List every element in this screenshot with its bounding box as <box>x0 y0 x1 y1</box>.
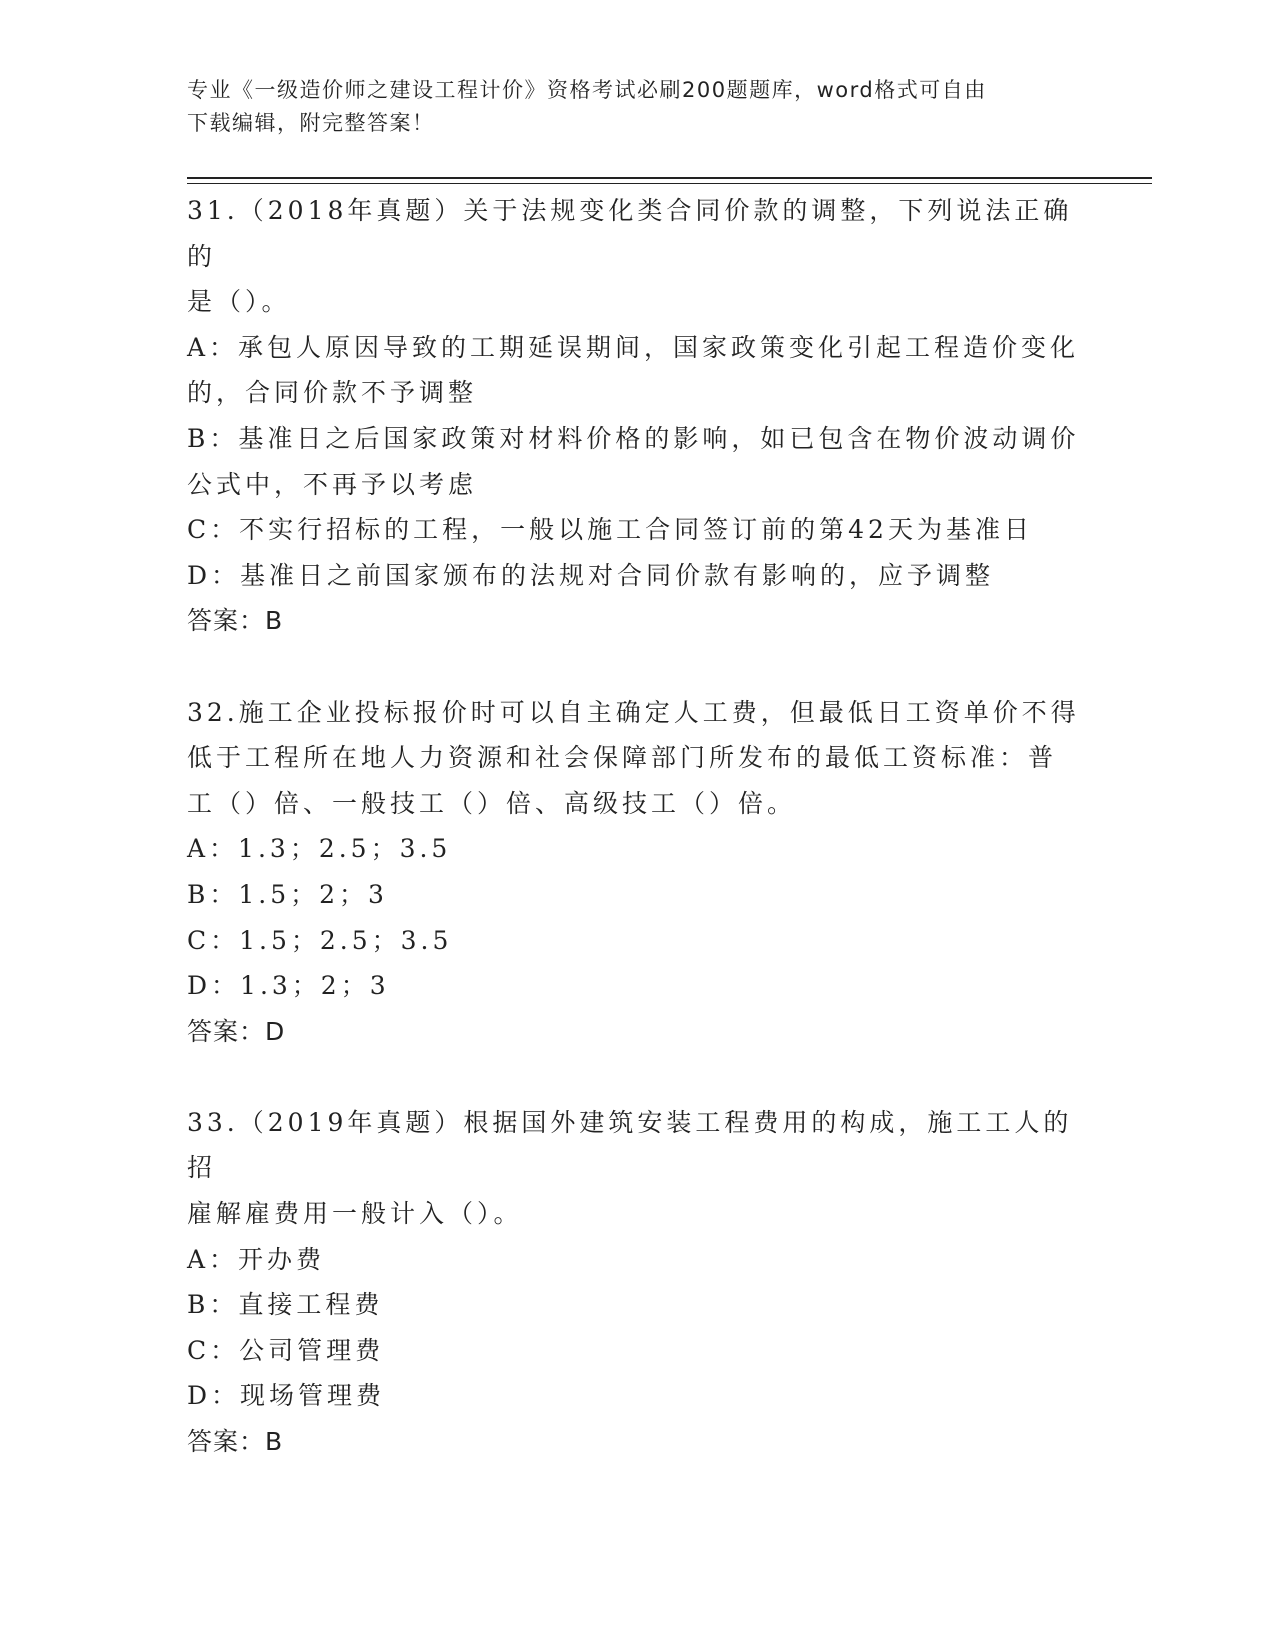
answer-line: 答案：D <box>187 1016 286 1046</box>
option-a-line: A：开办费 <box>187 1244 326 1274</box>
option-b-line: B：1.5；2；3 <box>187 879 388 909</box>
question-stem-line: 33.（2019年真题）根据国外建筑安装工程费用的构成，施工工人的招 <box>187 1107 1073 1183</box>
answer-line: 答案：B <box>187 1427 284 1457</box>
option-a-line: A：1.3；2.5；3.5 <box>187 834 452 864</box>
option-d-line: D：现场管理费 <box>187 1381 386 1411</box>
question-list <box>187 188 1087 1465</box>
question-31 <box>187 188 1087 644</box>
option-c-line: C：1.5；2.5；3.5 <box>187 925 453 955</box>
option-c-line: C：公司管理费 <box>187 1335 385 1365</box>
option-a-line: A：承包人原因导致的工期延误期间，国家政策变化引起工程造价变化 <box>187 332 1080 362</box>
option-b-line: B：基准日之后国家政策对材料价格的影响，如已包含在物价波动调价 <box>187 423 1080 453</box>
answer-line: 答案：B <box>187 606 284 636</box>
header-line-2: 下载编辑，附完整答案！ <box>187 111 435 135</box>
header-divider-thick <box>187 177 1152 179</box>
option-a-line: 的，合同价款不予调整 <box>187 378 478 408</box>
question-stem-line: 工（）倍、一般技工（）倍、高级技工（）倍。 <box>187 788 797 818</box>
header-line-1: 专业《一级造价师之建设工程计价》资格考试必刷200题题库，word格式可自由 <box>187 78 987 102</box>
question-32 <box>187 690 1087 1055</box>
document-header <box>187 74 1067 140</box>
question-spacer <box>187 644 1087 690</box>
option-d-line: D：1.3；2；3 <box>187 971 390 1001</box>
question-stem-line: 雇解雇费用一般计入（）。 <box>187 1199 523 1229</box>
option-c-line: C：不实行招标的工程，一般以施工合同签订前的第42天为基准日 <box>187 515 1033 545</box>
option-b-line: B：直接工程费 <box>187 1290 384 1320</box>
question-stem-line: 31.（2018年真题）关于法规变化类合同价款的调整，下列说法正确的 <box>187 196 1073 271</box>
question-33 <box>187 1100 1087 1465</box>
question-spacer <box>187 1054 1087 1100</box>
option-b-line: 公式中，不再予以考虑 <box>187 469 478 499</box>
option-d-line: D：基准日之前国家颁布的法规对合同价款有影响的，应予调整 <box>187 560 995 590</box>
header-divider-thin <box>187 183 1152 184</box>
question-stem-line: 是（）。 <box>187 287 291 317</box>
question-stem-line: 低于工程所在地人力资源和社会保障部门所发布的最低工资标准：普 <box>187 743 1058 773</box>
question-stem-line: 32.施工企业投标报价时可以自主确定人工费，但最低日工资单价不得 <box>187 697 1080 727</box>
